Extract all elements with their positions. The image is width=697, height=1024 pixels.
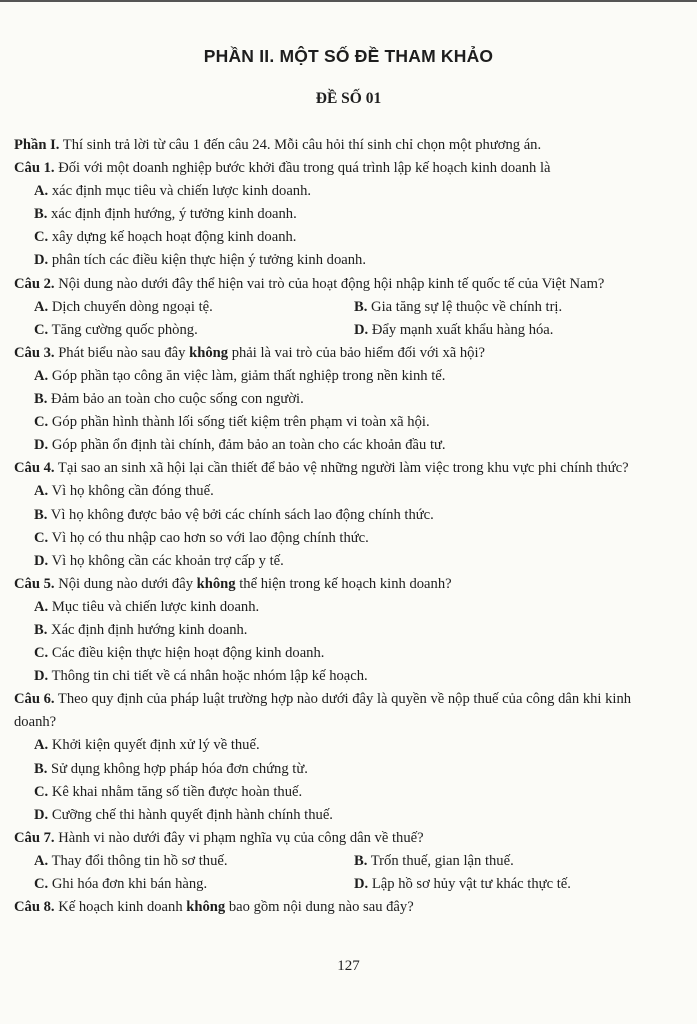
question-stem xyxy=(14,896,674,919)
option-key: C. xyxy=(34,783,49,800)
answer-option xyxy=(34,507,434,523)
option-line xyxy=(14,665,674,688)
option-text: Mục tiêu và chiến lược kinh doanh. xyxy=(48,598,260,615)
option-line xyxy=(14,804,674,827)
question-stem xyxy=(14,342,674,365)
question xyxy=(14,342,674,457)
option-key: A. xyxy=(34,737,49,754)
stem-text: Nội dung nào dưới đây xyxy=(54,575,197,592)
question xyxy=(14,457,674,572)
option-line xyxy=(14,203,674,226)
answer-option xyxy=(34,853,228,869)
option-text: Xác định định hướng kinh doanh. xyxy=(47,621,248,638)
answer-option xyxy=(354,322,553,338)
question xyxy=(14,896,674,919)
answer-option xyxy=(34,183,311,199)
option-text: xác định định hướng, ý tưởng kinh doanh. xyxy=(47,206,297,223)
option-key: D. xyxy=(34,437,49,454)
option-text: Vì họ không được bảo vệ bởi các chính sách lao động chính thức. xyxy=(47,506,434,523)
option-key: A. xyxy=(34,852,49,869)
option-line xyxy=(14,550,674,573)
option-text: Vì họ có thu nhập cao hơn so với lao động chính thức. xyxy=(48,529,369,546)
option-line xyxy=(14,527,674,550)
option-key: A. xyxy=(34,483,49,500)
option-row xyxy=(14,296,674,319)
answer-option xyxy=(34,437,446,453)
option-text: xây dựng kế hoạch hoạt động kinh doanh. xyxy=(48,229,297,246)
answer-option xyxy=(34,599,259,615)
option-key: C. xyxy=(34,321,49,338)
option-key: D. xyxy=(34,668,49,685)
question-label: Câu 1. xyxy=(14,160,55,177)
option-line xyxy=(14,226,674,249)
question-stem xyxy=(14,827,674,850)
question xyxy=(14,273,674,342)
option-cell xyxy=(34,850,354,873)
option-cell xyxy=(354,873,674,896)
answer-option xyxy=(34,807,333,823)
option-key: A. xyxy=(34,367,49,384)
part-label: Phần I. xyxy=(14,137,60,153)
option-row xyxy=(14,873,674,896)
answer-option xyxy=(34,622,247,638)
answer-option xyxy=(34,299,213,315)
answer-option xyxy=(354,299,562,315)
option-key: D. xyxy=(34,552,49,569)
option-text: Đẩy mạnh xuất khẩu hàng hóa. xyxy=(368,321,554,338)
option-key: C. xyxy=(34,414,49,431)
page-number: 127 xyxy=(337,958,360,974)
option-key: C. xyxy=(34,229,49,246)
option-line xyxy=(14,781,674,804)
option-key: B. xyxy=(34,760,48,777)
option-text: Gia tăng sự lệ thuộc về chính trị. xyxy=(367,298,563,315)
option-key: B. xyxy=(354,298,368,315)
answer-option xyxy=(34,322,198,338)
stem-text: Tại sao an sinh xã hội lại cần thiết để bảo vệ những người làm việc trong khu vực phi chính thức? xyxy=(54,460,629,477)
answer-option xyxy=(34,876,207,892)
option-text: Góp phần ổn định tài chính, đảm bảo an toàn cho các khoản đầu tư. xyxy=(48,437,446,454)
option-text: Các điều kiện thực hiện hoạt động kinh doanh. xyxy=(48,645,325,662)
page-top-border xyxy=(0,0,697,2)
question-label: Câu 6. xyxy=(14,691,55,708)
part-intro xyxy=(14,134,674,157)
answer-option xyxy=(34,784,302,800)
question-stem xyxy=(14,157,674,180)
answer-option xyxy=(34,206,297,222)
option-line xyxy=(14,249,674,272)
question-stem xyxy=(14,688,674,734)
option-row xyxy=(14,319,674,342)
option-line xyxy=(14,388,674,411)
stem-text: Phát biểu nào sau đây xyxy=(54,344,190,361)
option-text: Dịch chuyển dòng ngoại tệ. xyxy=(48,298,213,315)
question-list xyxy=(14,157,674,919)
question xyxy=(14,688,674,827)
answer-option xyxy=(354,853,514,869)
option-text: Góp phần tạo công ăn việc làm, giảm thất nghiệp trong nền kinh tế. xyxy=(48,367,446,384)
stem-text: Hành vi nào dưới đây vi phạm nghĩa vụ của công dân về thuế? xyxy=(54,829,424,846)
option-line xyxy=(14,758,674,781)
option-text: Cưỡng chế thi hành quyết định hành chính thuế. xyxy=(48,806,333,823)
option-line xyxy=(14,180,674,203)
answer-option xyxy=(34,553,284,569)
option-cell xyxy=(34,873,354,896)
option-line xyxy=(14,480,674,503)
question xyxy=(14,573,674,688)
option-row xyxy=(14,850,674,873)
option-text: Vì họ không cần đóng thuế. xyxy=(48,483,214,500)
answer-option xyxy=(34,391,304,407)
option-key: D. xyxy=(34,806,49,823)
stem-text: bao gồm nội dung nào sau đây? xyxy=(225,899,414,916)
part-instructions: Thí sinh trả lời từ câu 1 đến câu 24. Mỗi câu hỏi thí sinh chỉ chọn một phương án. xyxy=(59,137,542,153)
question xyxy=(14,827,674,896)
question-label: Câu 7. xyxy=(14,829,55,846)
stem-text: phải là vai trò của bảo hiểm đối với xã hội? xyxy=(228,344,486,361)
answer-option xyxy=(34,229,296,245)
option-cell xyxy=(34,319,354,342)
stem-text: Nội dung nào dưới đây thể hiện vai trò của hoạt động hội nhập kinh tế quốc tế của Việt Nam? xyxy=(54,275,605,292)
option-text: Thông tin chi tiết về cá nhân hoặc nhóm lập kế hoạch. xyxy=(48,668,368,685)
option-text: Góp phần hình thành lối sống tiết kiệm trên phạm vi toàn xã hội. xyxy=(48,414,430,431)
question-stem xyxy=(14,573,674,596)
option-line xyxy=(14,411,674,434)
option-key: C. xyxy=(34,529,49,546)
option-line xyxy=(14,642,674,665)
option-text: Thay đổi thông tin hồ sơ thuế. xyxy=(48,852,228,869)
option-text: xác định mục tiêu và chiến lược kinh doanh. xyxy=(48,183,312,200)
option-text: Lập hồ sơ hủy vật tư khác thực tế. xyxy=(368,876,571,892)
question-label: Câu 5. xyxy=(14,575,55,592)
question-label: Câu 8. xyxy=(14,899,55,916)
question-label: Câu 4. xyxy=(14,460,55,477)
option-text: Đảm bảo an toàn cho cuộc sống con người. xyxy=(47,391,304,408)
question-stem xyxy=(14,457,674,480)
answer-option xyxy=(34,483,214,499)
answer-option xyxy=(34,252,366,268)
option-text: Kê khai nhằm tăng số tiền được hoàn thuế. xyxy=(48,783,303,800)
option-key: C. xyxy=(34,645,49,662)
answer-option xyxy=(34,368,445,384)
option-line xyxy=(14,734,674,757)
option-text: Ghi hóa đơn khi bán hàng. xyxy=(48,876,208,892)
stem-text: Đối với một doanh nghiệp bước khởi đầu trong quá trình lập kế hoạch kinh doanh là xyxy=(54,160,551,177)
answer-option xyxy=(354,876,571,892)
option-text: Sử dụng không hợp pháp hóa đơn chứng từ. xyxy=(47,760,308,777)
option-key: A. xyxy=(34,183,49,200)
answer-option xyxy=(34,645,324,661)
option-key: B. xyxy=(34,506,48,523)
option-line xyxy=(14,596,674,619)
option-key: D. xyxy=(354,321,369,338)
option-text: Trốn thuế, gian lận thuế. xyxy=(367,852,514,869)
emphasis-text: không xyxy=(196,575,236,592)
stem-text: Theo quy định của pháp luật trường hợp nào dưới đây là quyền về nộp thuế của công dân khi kinh doanh? xyxy=(14,691,632,731)
option-line xyxy=(14,619,674,642)
option-cell xyxy=(34,296,354,319)
option-key: B. xyxy=(34,621,48,638)
emphasis-text: không xyxy=(189,344,229,361)
option-key: B. xyxy=(34,206,48,223)
option-cell xyxy=(354,850,674,873)
question-label: Câu 2. xyxy=(14,275,55,292)
option-key: B. xyxy=(354,852,368,869)
section-title: PHẦN II. MỘT SỐ ĐỀ THAM KHẢO xyxy=(203,46,494,66)
option-key: A. xyxy=(34,298,49,315)
stem-text: thể hiện trong kế hoạch kinh doanh? xyxy=(235,575,452,592)
exam-content xyxy=(14,134,674,919)
question xyxy=(14,157,674,272)
answer-option xyxy=(34,414,430,430)
stem-text: Kế hoạch kinh doanh xyxy=(54,899,187,916)
option-key: C. xyxy=(34,876,49,892)
option-text: Tăng cường quốc phòng. xyxy=(48,321,198,338)
option-cell xyxy=(354,319,674,342)
option-line xyxy=(14,365,674,388)
exam-title: ĐỀ SỐ 01 xyxy=(315,90,382,107)
answer-option xyxy=(34,761,308,777)
emphasis-text: không xyxy=(186,899,226,916)
option-text: Khởi kiện quyết định xử lý về thuế. xyxy=(48,737,260,754)
answer-option xyxy=(34,530,369,546)
option-text: phân tích các điều kiện thực hiện ý tưởng kinh doanh. xyxy=(48,252,366,269)
option-key: B. xyxy=(34,391,48,408)
option-cell xyxy=(354,296,674,319)
option-line xyxy=(14,434,674,457)
option-key: A. xyxy=(34,598,49,615)
question-stem xyxy=(14,273,674,296)
answer-option xyxy=(34,668,368,684)
option-key: D. xyxy=(34,252,49,269)
option-line xyxy=(14,504,674,527)
option-key: D. xyxy=(354,876,369,892)
option-text: Vì họ không cần các khoản trợ cấp y tế. xyxy=(48,552,284,569)
answer-option xyxy=(34,737,260,753)
question-label: Câu 3. xyxy=(14,344,55,361)
